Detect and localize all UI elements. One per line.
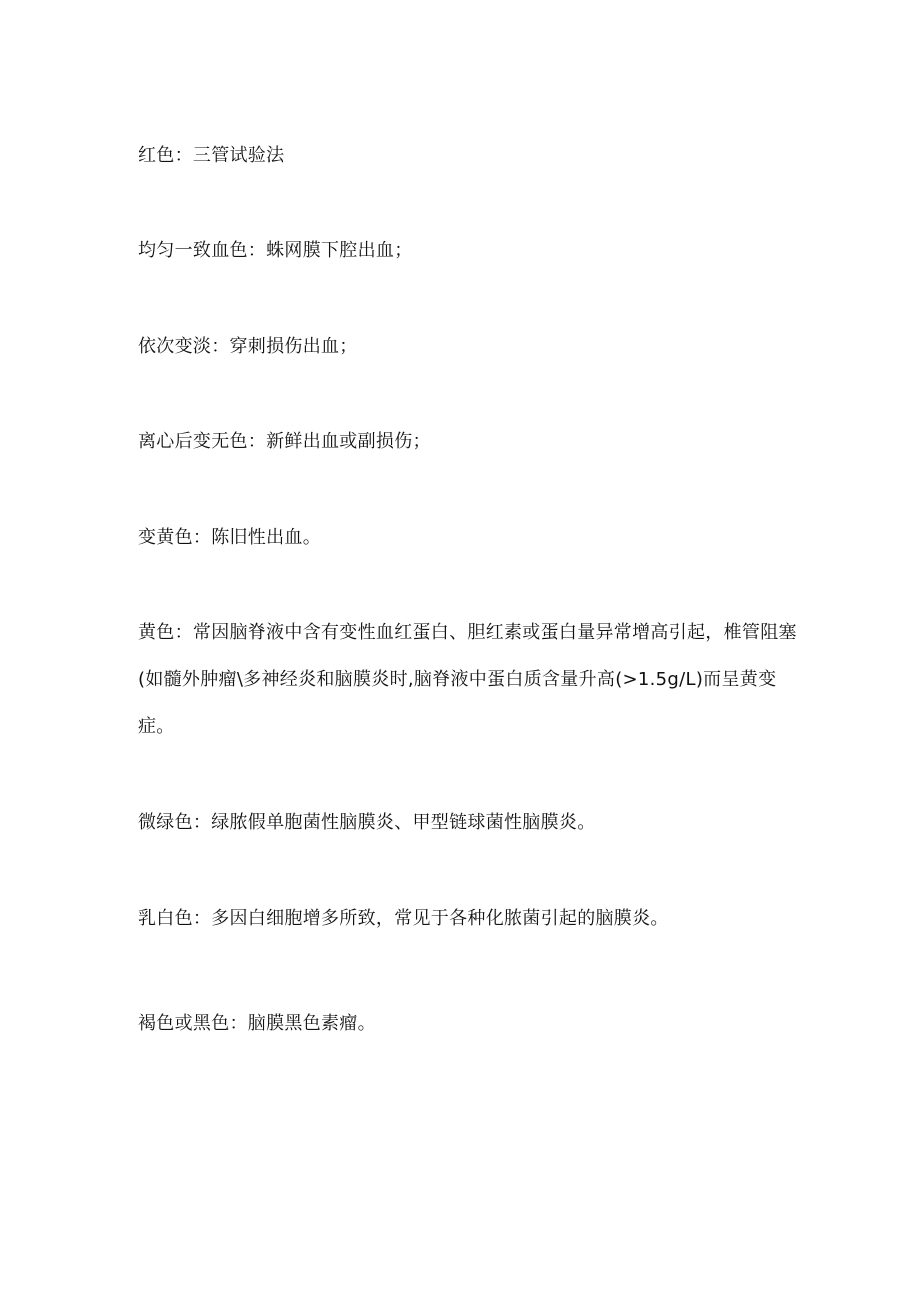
paragraph-yellow: 黄色：常因脑脊液中含有变性血红蛋白、胆红素或蛋白量异常增高引起，椎管阻塞(如髓外肿瘤\多神经炎和脑膜炎时,脑脊液中蛋白质含量升高(>1.5g/L)而呈黄变症。 (138, 622, 797, 737)
paragraph-yellowish: 变黄色：陈旧性出血。 (138, 527, 321, 548)
paragraph-red-three-tube-test: 红色：三管试验法 (138, 145, 285, 166)
paragraph-greenish: 微绿色：绿脓假单胞菌性脑膜炎、甲型链球菌性脑膜炎。 (138, 812, 596, 833)
paragraph-colorless-after-centrifuge: 离心后变无色：新鲜出血或副损伤； (138, 431, 431, 452)
paragraph-uniform-blood-color: 均匀一致血色：蛛网膜下腔出血； (138, 240, 413, 261)
paragraph-brown-or-black: 褐色或黑色：脑膜黑色素瘤。 (138, 1013, 376, 1034)
paragraph-milky-white: 乳白色：多因白细胞增多所致，常见于各种化脓菌引起的脑膜炎。 (138, 908, 669, 929)
paragraph-gradually-lighter: 依次变淡：穿刺损伤出血； (138, 336, 358, 357)
